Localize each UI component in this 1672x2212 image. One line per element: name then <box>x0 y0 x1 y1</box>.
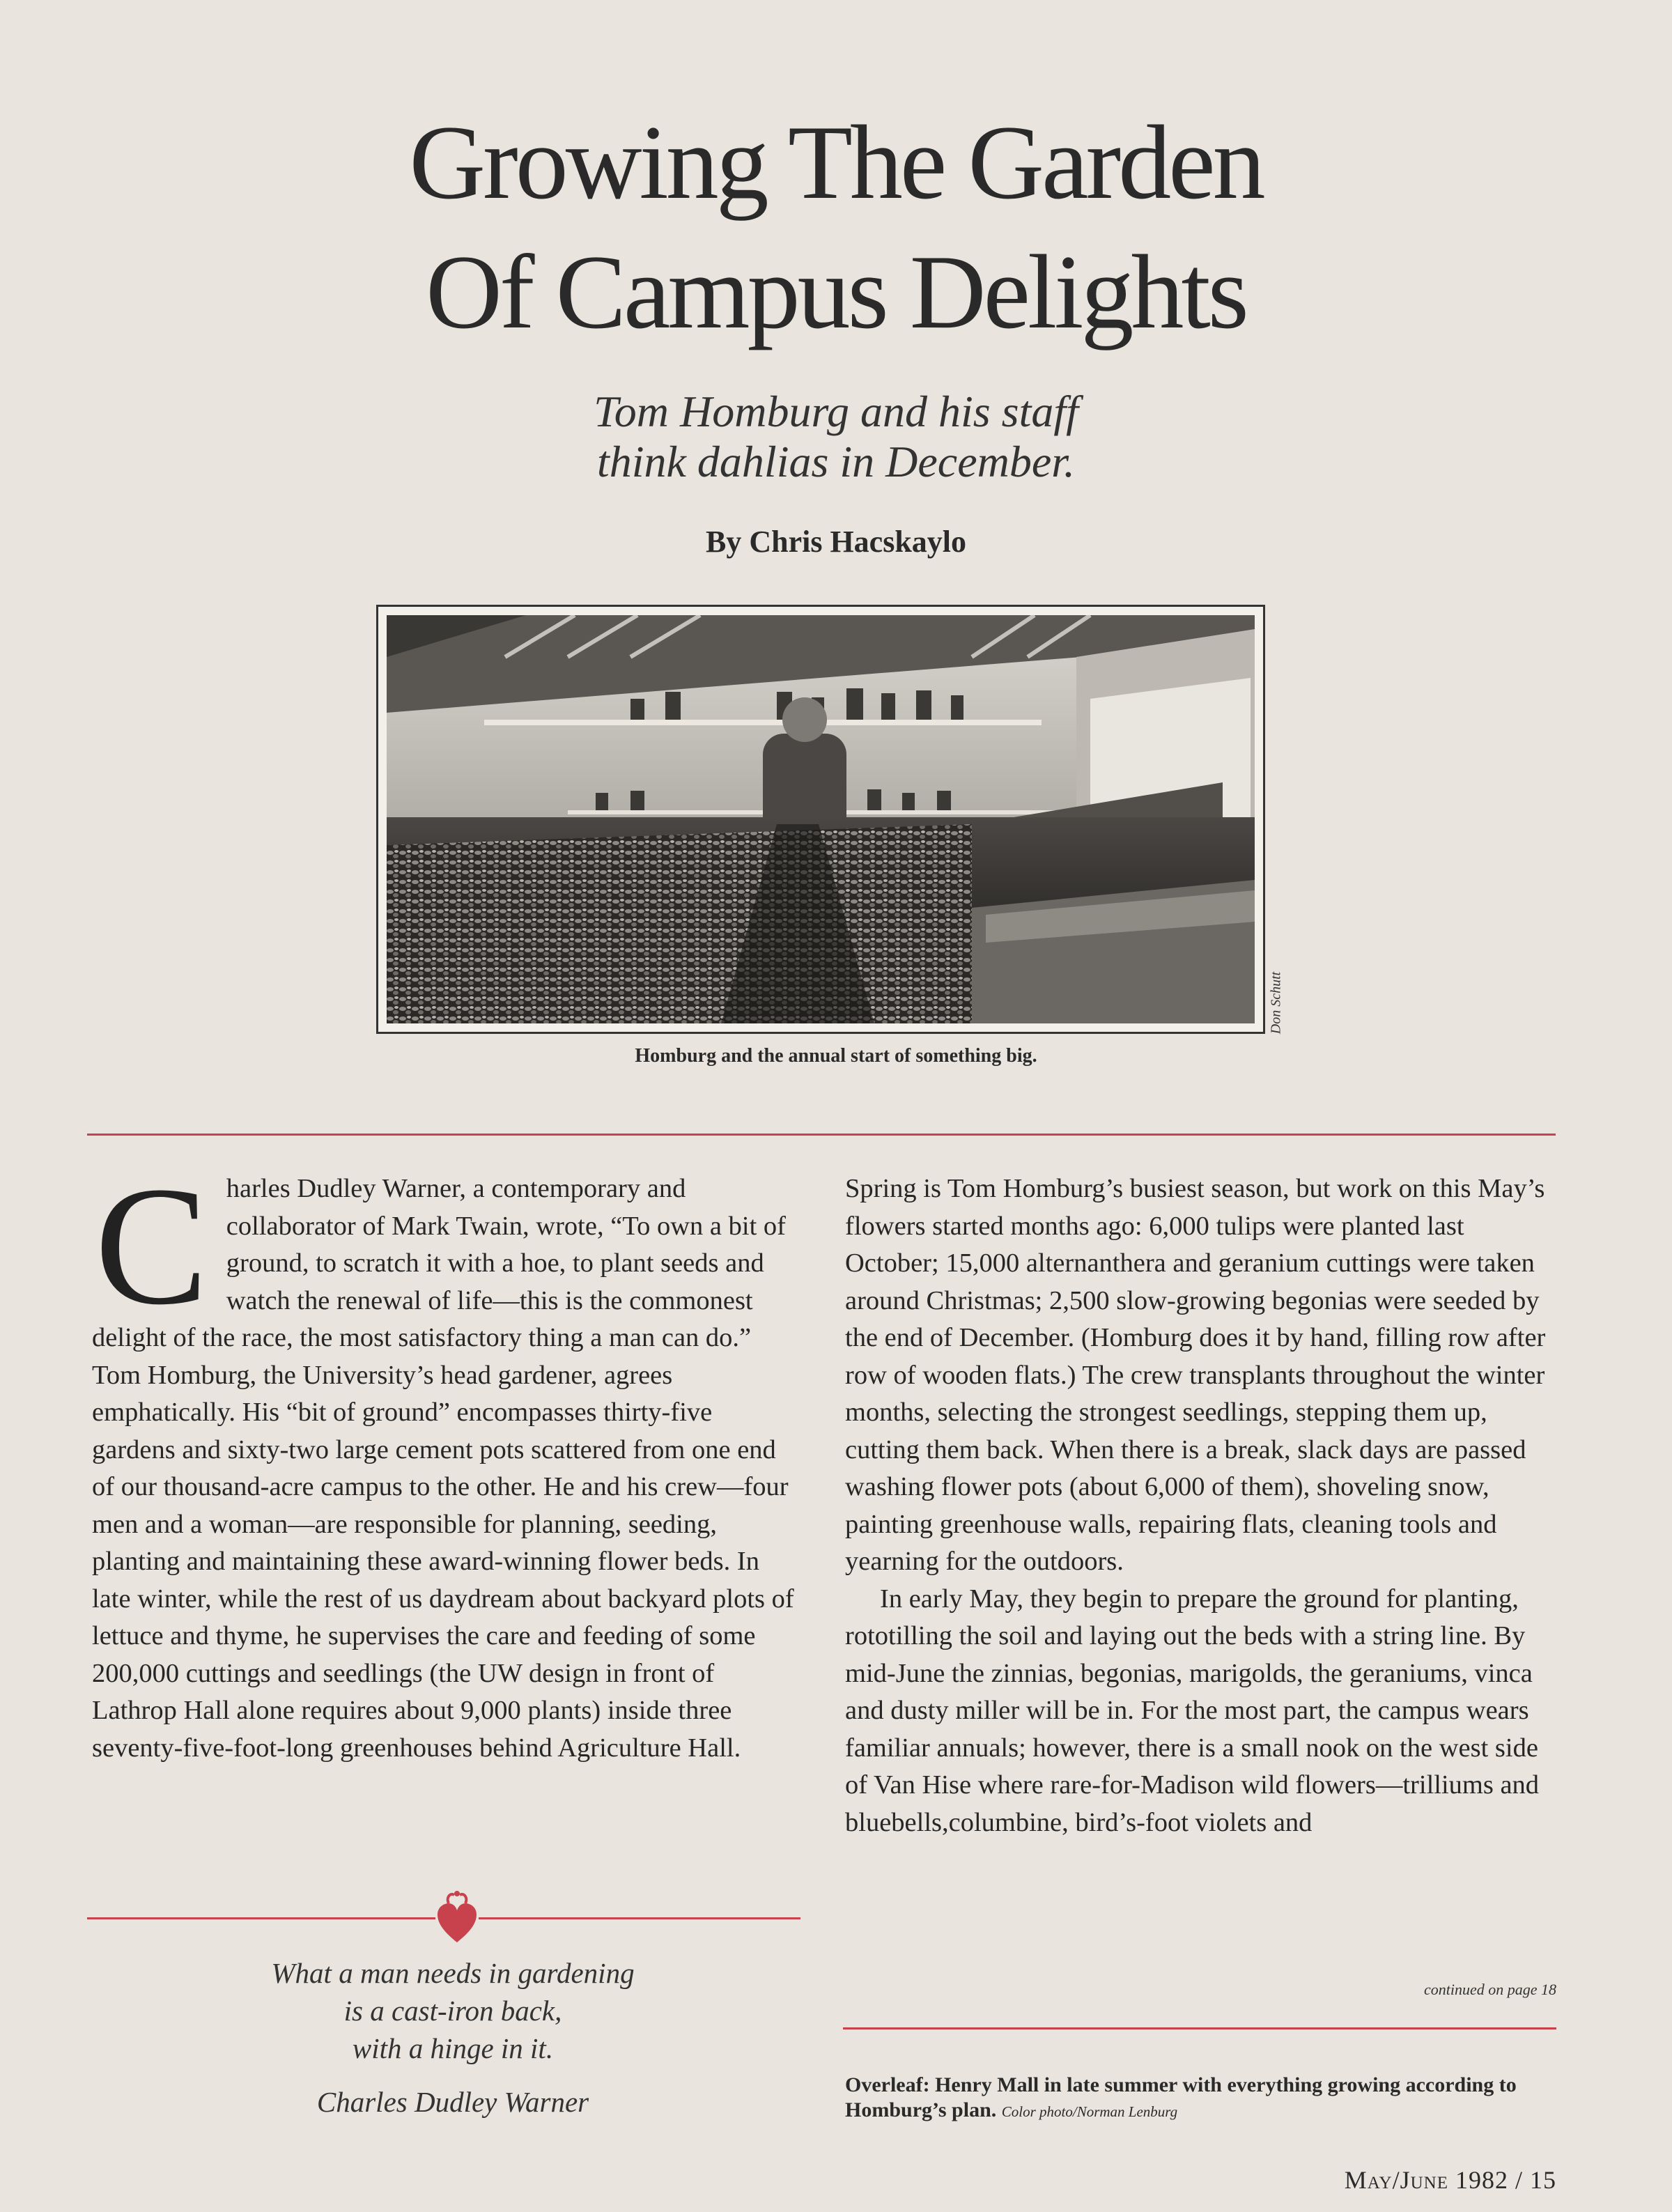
pull-quote-line-3: with a hinge in it. <box>352 2032 554 2064</box>
deck-line-2: think dahlias in December. <box>596 437 1076 486</box>
photo-frame <box>376 605 1265 1034</box>
title-line-1: Growing The Garden <box>409 104 1263 221</box>
heart-ornament-icon <box>433 1889 481 1948</box>
body-column-left <box>92 1152 799 1767</box>
article-deck <box>279 387 1393 487</box>
section-divider <box>87 1134 1556 1136</box>
photo-credit: Don Schutt <box>1268 971 1284 1035</box>
photo-caption: Homburg and the annual start of something big. <box>635 1045 1037 1067</box>
paragraph-1 <box>92 1152 799 1767</box>
quote-rule-right <box>479 1917 800 1919</box>
pull-quote-line-1: What a man needs in gardening <box>271 1957 635 1989</box>
page-folio <box>1254 2165 1556 2195</box>
pull-quote <box>174 1954 732 2067</box>
overleaf-note <box>845 2073 1556 2124</box>
drop-cap: C <box>95 1152 208 1340</box>
quote-rule-left <box>87 1917 435 1919</box>
pull-quote-attribution: Charles Dudley Warner <box>316 2086 589 2118</box>
deck-line-1: Tom Homburg and his staff <box>594 387 1078 436</box>
pull-quote-line-2: is a cast-iron back, <box>343 1995 562 2027</box>
overleaf-rule <box>843 2027 1556 2029</box>
paragraph-3: In early May, they begin to prepare the ground for planting, rototilling the soil and laying out the beds with a string line. By mid-June the zinnias, begonias, marigolds, the geraniums, vinca and dusty miller will be in. For the most part, the campus wears familiar annuals; however, there is a small nook on the west side of Van Hise where rare-for-Madison wild flowers—trilliums and bluebells,columbine, bird’s-foot violets and <box>845 1584 1540 1837</box>
folio-issue: May/June <box>1344 2166 1448 2194</box>
overleaf-text: Overleaf: Henry Mall in late summer with everything growing according to Homburg’s plan. <box>845 2073 1517 2121</box>
article-title <box>139 98 1533 357</box>
paragraph-2: Spring is Tom Homburg’s busiest season, but work on this May’s flowers started months ago: 6,000 tulips were planted last October; 15,000 alternanthera and geranium cuttings were taken around Christmas; 2,500 slow-growing begonias were seeded by the end of December. (Homburg does it by hand, filling row after row of wooden flats.) The crew transplants throughout the winter months, selecting the strongest seedlings, stepping them up, cutting them back. When there is a break, slack days are passed washing flower pots (about 6,000 of them), shoveling snow, painting greenhouse walls, repairing flats, cleaning tools and yearning for the outdoors. <box>845 1174 1546 1576</box>
byline: By Chris Hacskaylo <box>705 525 967 559</box>
title-line-2: Of Campus Delights <box>426 233 1246 350</box>
greenhouse-photo <box>387 615 1255 1023</box>
overleaf-photo-credit: Color photo/Norman Lenburg <box>1001 2103 1178 2120</box>
body-column-right <box>845 1170 1563 1841</box>
continued-jump-line: continued on page 18 <box>1423 1981 1556 1998</box>
greenhouse-photo-illustration <box>387 615 1255 1023</box>
folio-year-page: 1982 / 15 <box>1455 2166 1556 2194</box>
paragraph-1-text: harles Dudley Warner, a contemporary and collaborator of Mark Twain, wrote, “To own a bit of ground, to scratch it with a hoe, to plant seeds and watch the renewal of life—this is the commonest delight of the race, the most satisfactory thing a man can do.” Tom Homburg, the University’s head gardener, agrees emphatically. His “bit of ground” encompasses thirty-five gardens and sixty-two large cement pots scattered from one end of our thousand-acre campus to the other. He and his crew—four men and a woman—are responsible for planning, seeding, planting and maintaining these award-winning flower beds. In late winter, while the rest of us daydream about backyard plots of lettuce and thyme, he supervises the care and feeding of some 200,000 cuttings and seedlings (the UW design in front of Lathrop Hall alone requires about 9,000 plants) inside three seventy-five-foot-long greenhouses behind Agriculture Hall. <box>92 1174 794 1763</box>
